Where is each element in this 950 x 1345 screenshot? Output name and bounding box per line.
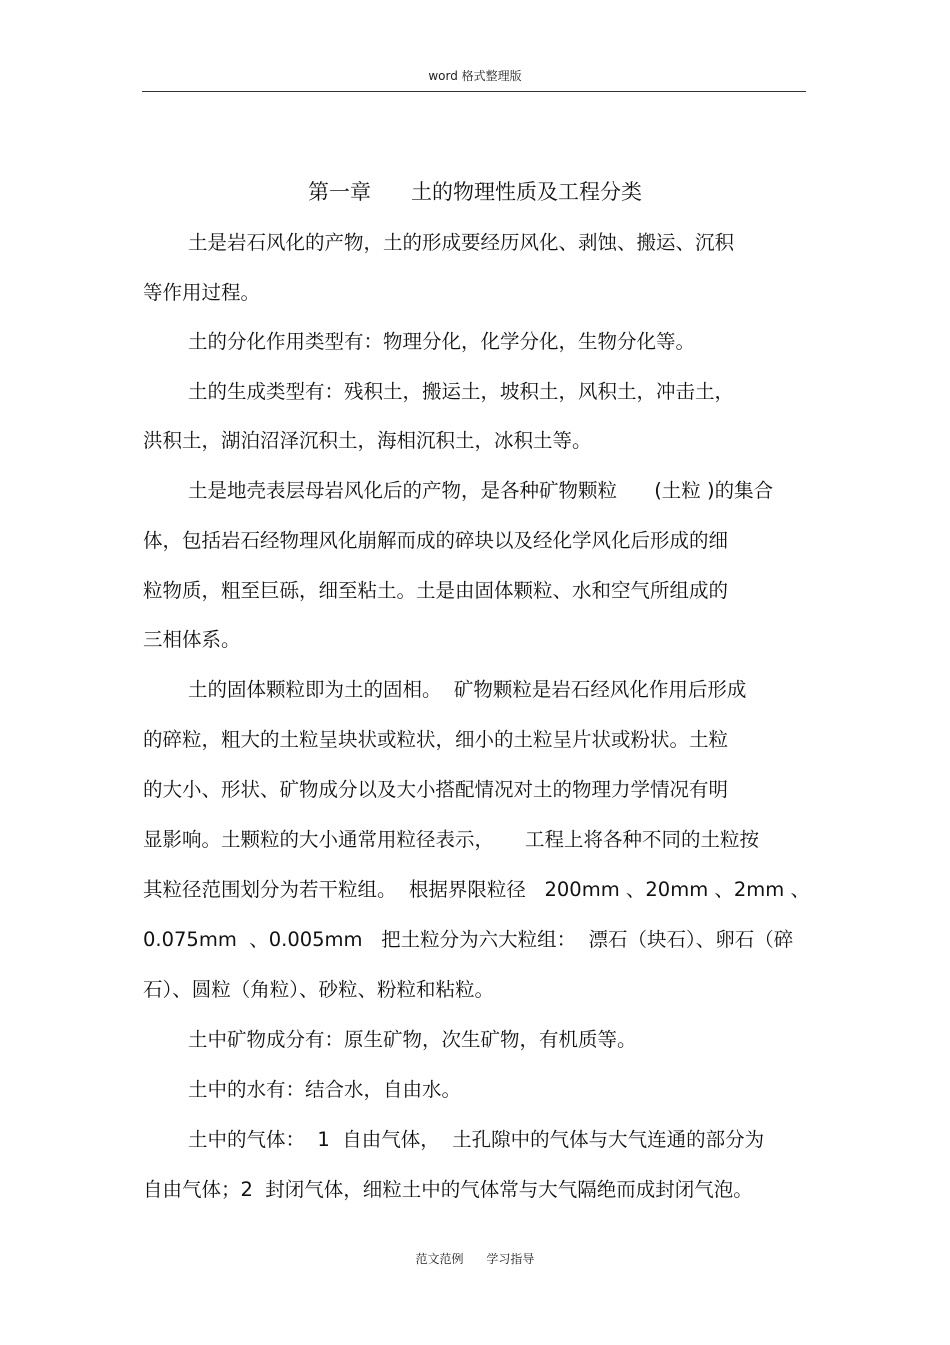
header-divider bbox=[142, 91, 806, 92]
paragraph-line: 土是地壳表层母岩风化后的产物，是各种矿物颗粒 (土粒 )的集合 bbox=[188, 479, 774, 502]
page-footer: 范文范例 学习指导 bbox=[415, 1252, 535, 1266]
chapter-title: 第一章 土的物理性质及工程分类 bbox=[307, 180, 643, 204]
paragraph-line: 的碎粒，粗大的土粒呈块状或粒状，细小的土粒呈片状或粉状。土粒 bbox=[143, 728, 729, 751]
paragraph-line: 土中的水有：结合水，自由水。 bbox=[188, 1078, 462, 1101]
page-header: word 格式整理版 bbox=[428, 69, 522, 83]
paragraph-line: 土中的气体： 1 自由气体， 土孔隙中的气体与大气连通的部分为 bbox=[188, 1128, 765, 1151]
paragraph-line: 石）、圆粒（角粒）、砂粒、粉粒和粘粒。 bbox=[143, 978, 495, 1001]
paragraph-line: 土中矿物成分有：原生矿物，次生矿物，有机质等。 bbox=[188, 1028, 637, 1051]
paragraph-line: 等作用过程。 bbox=[143, 281, 261, 304]
paragraph-line: 显影响。土颗粒的大小通常用粒径表示， 工程上将各种不同的土粒按 bbox=[143, 828, 759, 851]
paragraph-line: 土的固体颗粒即为土的固相。 矿物颗粒是岩石经风化作用后形成 bbox=[188, 678, 747, 701]
paragraph-line: 三相体系。 bbox=[143, 628, 241, 651]
paragraph-line: 的大小、形状、矿物成分以及大小搭配情况对土的物理力学情况有明 bbox=[143, 778, 729, 801]
paragraph-line: 洪积土，湖泊沼泽沉积土，海相沉积土，冰积土等。 bbox=[143, 429, 592, 452]
paragraph-line: 自由气体；2 封闭气体，细粒土中的气体常与大气隔绝而成封闭气泡。 bbox=[143, 1178, 753, 1201]
paragraph-line: 粒物质，粗至巨砾，细至粘土。土是由固体颗粒、水和空气所组成的 bbox=[143, 579, 729, 602]
paragraph-line: 土是岩石风化的产物，土的形成要经历风化、剥蚀、搬运、沉积 bbox=[188, 231, 735, 254]
paragraph-line: 土的分化作用类型有：物理分化，化学分化，生物分化等。 bbox=[188, 330, 696, 353]
paragraph-line: 体，包括岩石经物理风化崩解而成的碎块以及经化学风化后形成的细 bbox=[143, 529, 729, 552]
paragraph-line: 土的生成类型有：残积土，搬运土，坡积土，风积土，冲击土， bbox=[188, 380, 735, 403]
paragraph-line: 其粒径范围划分为若干粒组。 根据界限粒径 200mm 、20mm 、2mm 、 bbox=[143, 878, 810, 901]
paragraph-line: 0.075mm 、0.005mm 把土粒分为六大粒组： 漂石（块石）、卵石（碎 bbox=[143, 928, 794, 951]
